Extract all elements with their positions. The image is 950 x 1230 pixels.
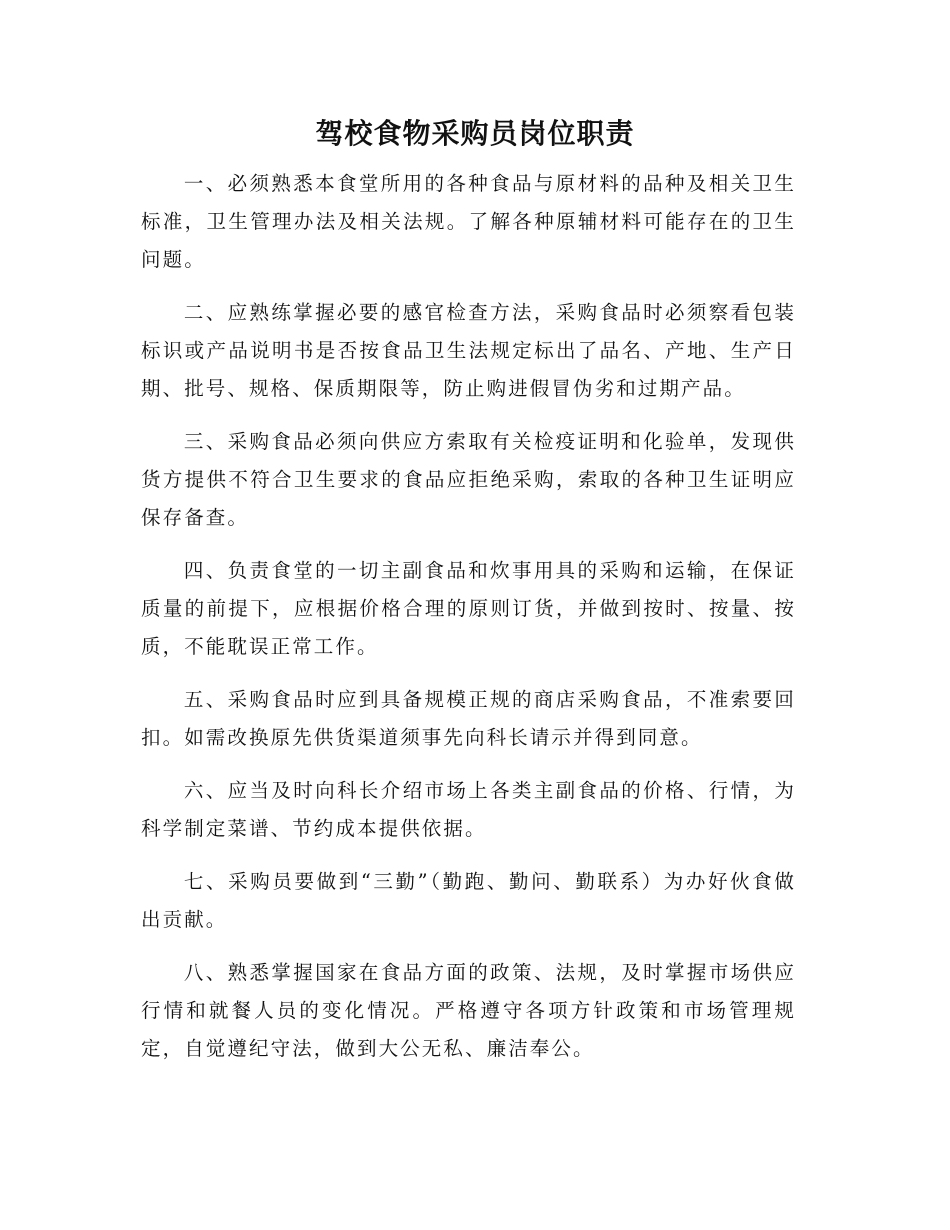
duty-paragraph-3: 三、采购食品必须向供应方索取有关检疫证明和化验单，发现供货方提供不符合卫生要求的食品应拒绝采购，索取的各种卫生证明应保存备查。 — [141, 430, 796, 529]
duty-paragraph-6: 六、应当及时向科长介绍市场上各类主副食品的价格、行情，为科学制定菜谱、节约成本提供依据。 — [141, 779, 796, 840]
document-title: 驾校食物采购员岗位职责 — [315, 117, 635, 150]
document-body — [141, 165, 796, 1083]
duty-paragraph-2: 二、应熟练掌握必要的感官检查方法，采购食品时必须察看包装标识或产品说明书是否按食品卫生法规定标出了品名、产地、生产日期、批号、规格、保质期限等，防止购进假冒伪劣和过期产品。 — [141, 301, 796, 400]
duty-paragraph-4: 四、负责食堂的一切主副食品和炊事用具的采购和运输，在保证质量的前提下，应根据价格合理的原则订货，并做到按时、按量、按质，不能耽误正常工作。 — [141, 559, 796, 658]
duty-paragraph-5: 五、采购食品时应到具备规模正规的商店采购食品，不准索要回扣。如需改换原先供货渠道须事先向科长请示并得到同意。 — [141, 688, 796, 749]
duty-paragraph-1: 一、必须熟悉本食堂所用的各种食品与原材料的品种及相关卫生标准，卫生管理办法及相关法规。了解各种原辅材料可能存在的卫生问题。 — [141, 172, 796, 271]
duty-paragraph-8: 八、熟悉掌握国家在食品方面的政策、法规，及时掌握市场供应行情和就餐人员的变化情况。严格遵守各项方针政策和市场管理规定，自觉遵纪守法，做到大公无私、廉洁奉公。 — [141, 961, 796, 1060]
duty-paragraph-7: 七、采购员要做到“三勤”（勤跑、勤问、勤联系）为办好伙食做出贡献。 — [141, 870, 796, 931]
